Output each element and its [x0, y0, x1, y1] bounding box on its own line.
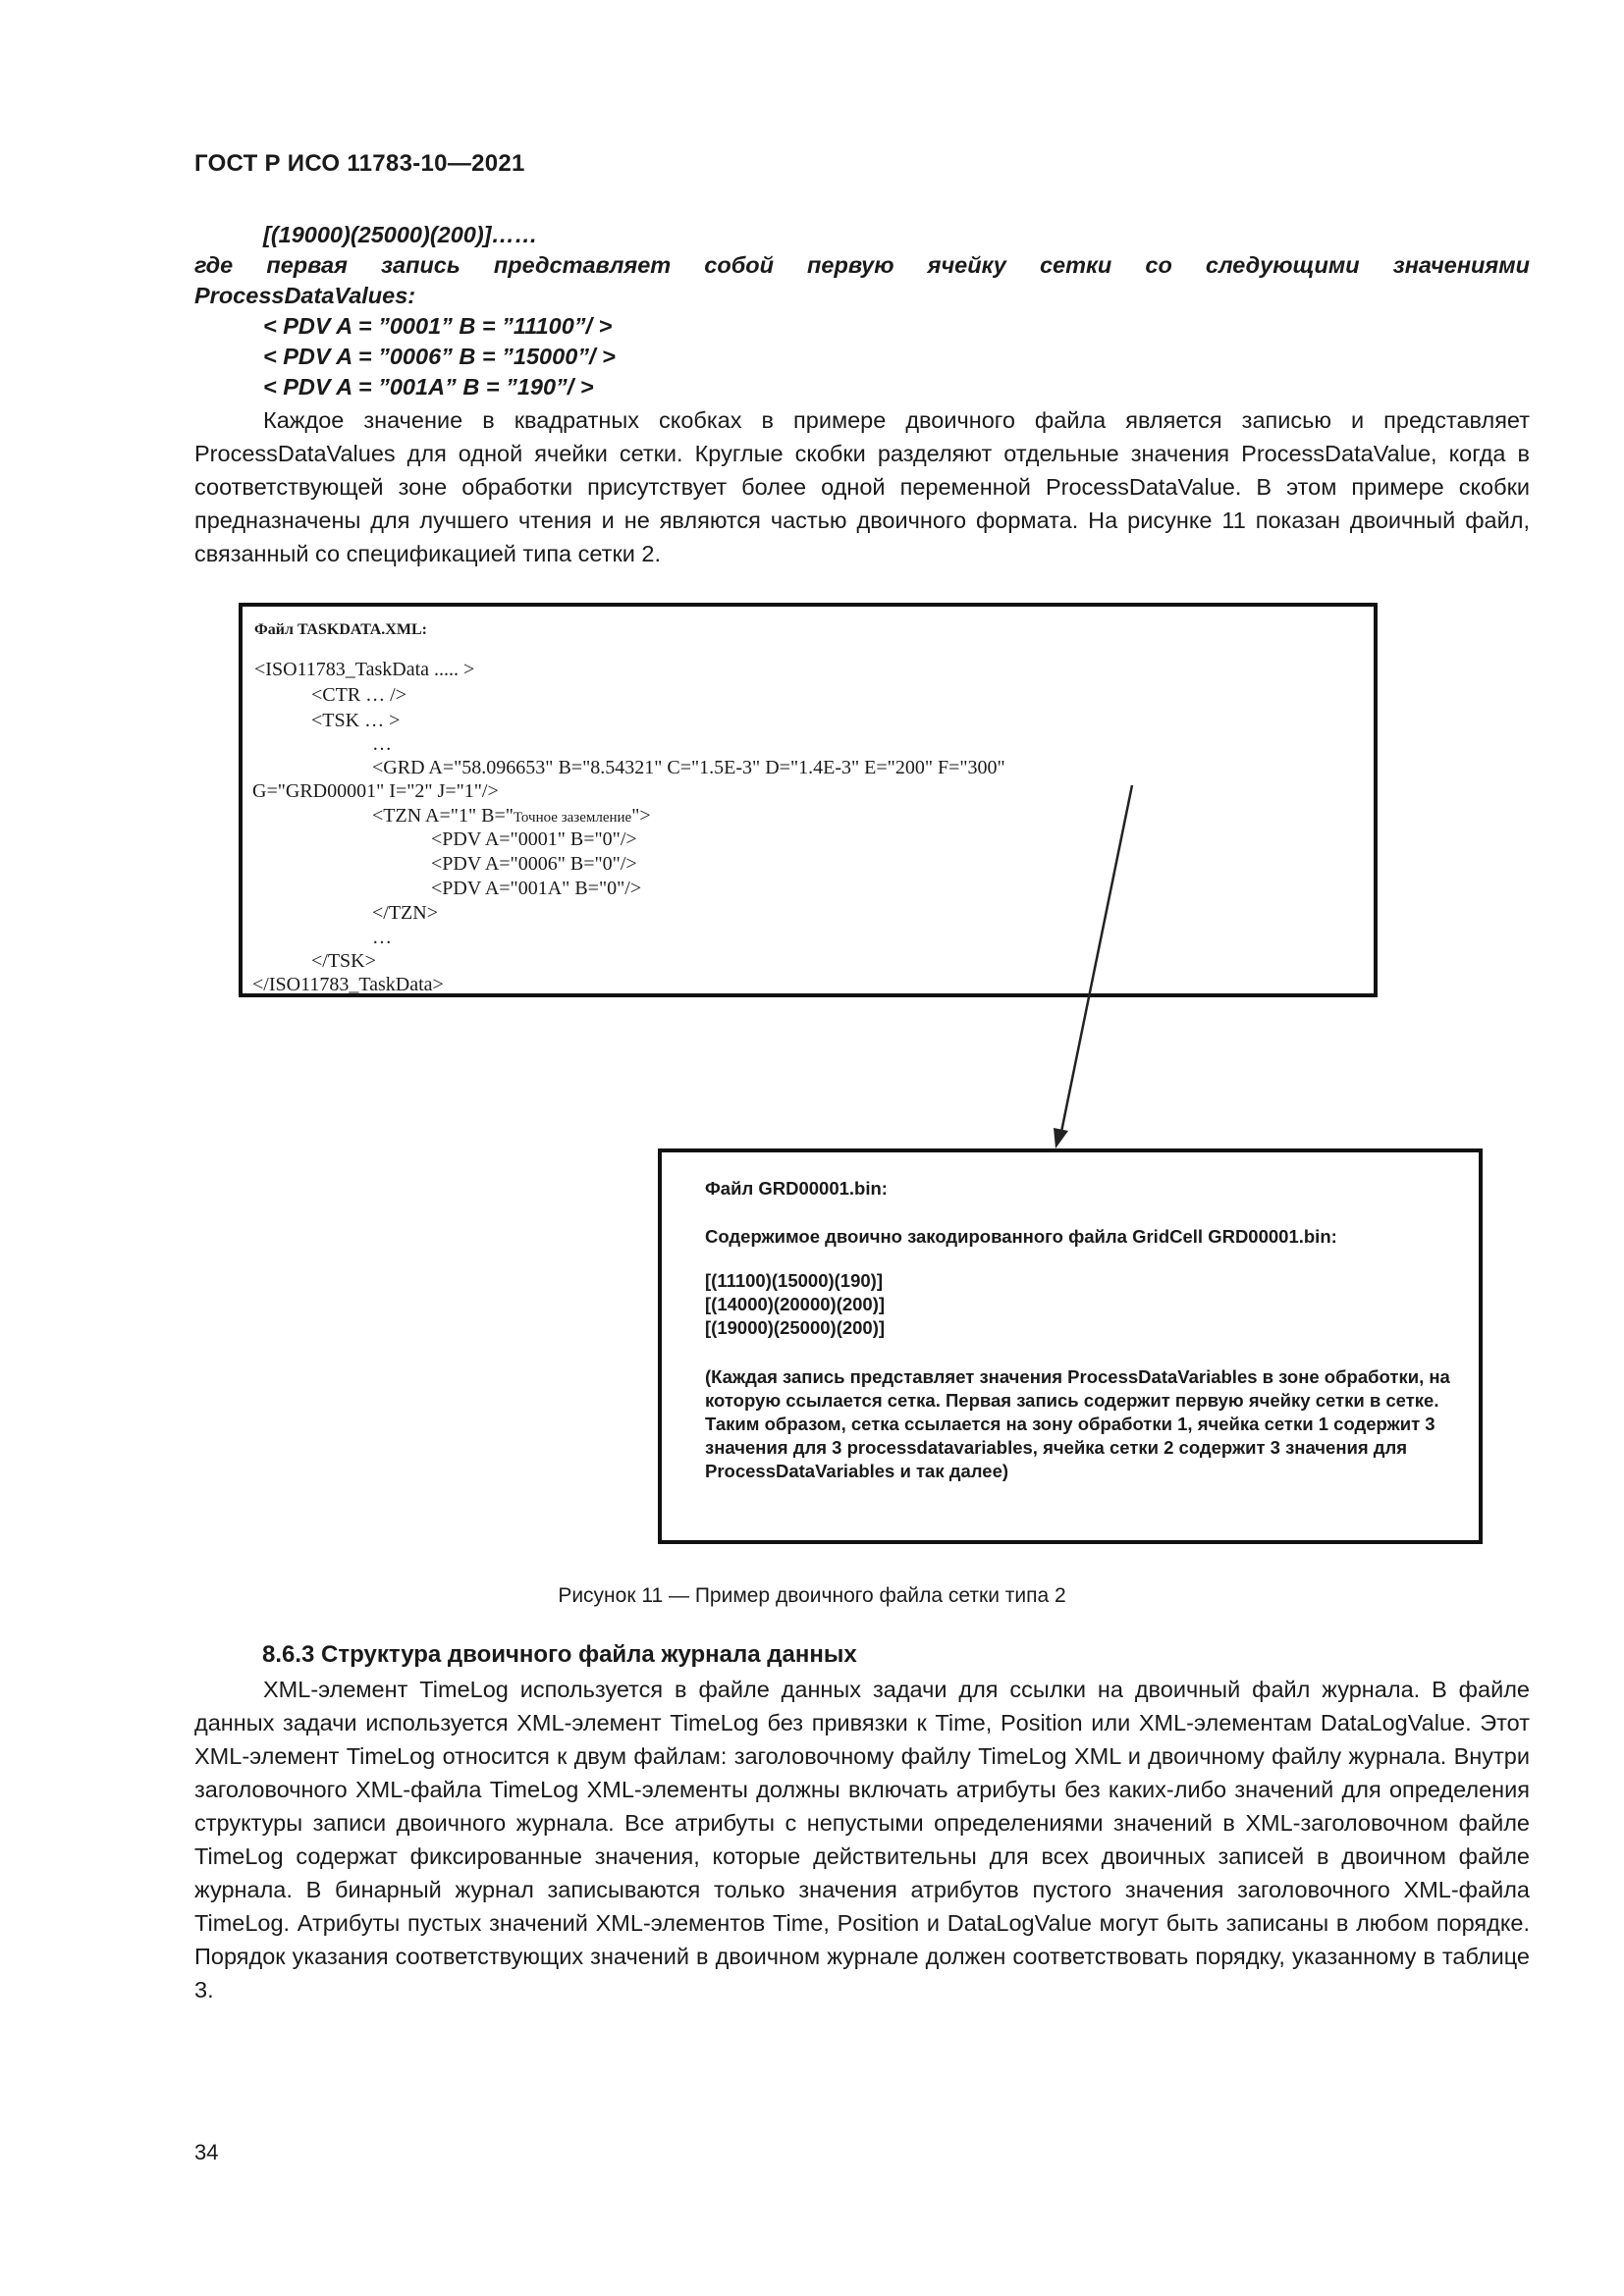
xml-line: …	[372, 927, 392, 948]
figure-caption: Рисунок 11 — Пример двоичного файла сетки типа 2	[558, 1584, 1066, 1607]
grd-bin-box	[658, 1148, 1483, 1544]
xml-tzn-name: Точное заземление	[513, 810, 632, 826]
xml-line: <PDV A="001A" B="0"/>	[431, 878, 642, 899]
xml-line: </TZN>	[372, 902, 438, 924]
xml-line: <TSK … >	[311, 710, 401, 731]
xml-tzn-close: ">	[631, 805, 651, 827]
paragraph-1: Каждое значение в квадратных скобках в примере двоичного файла является записью и представляет ProcessDataValues для одной ячейки сетки. Круглые скобки разделяют отдельные значения ProcessDataValue, когда в соответствующей зоне обработки присутствует более одной переменной ProcessDataValue. В этом примере скобки предназначены для лучшего чтения и не являются частью двоичного формата. На рисунке 11 показан двоичный файл, связанный со спецификацией типа сетки 2.	[194, 407, 1530, 566]
example-record: [(19000)(25000)(200)]……	[263, 222, 538, 247]
xml-line: <GRD A="58.096653" B="8.54321" C="1.5E-3" D="1.4E-3" E="200" F="300"	[372, 757, 1005, 778]
section-paragraph: XML-элемент TimeLog используется в файле данных задачи для ссылки на двоичный файл журнала. В файле данных задачи используется XML-элемент TimeLog без привязки к Time, Position или XML-элементам DataLogValue. Этот XML-элемент TimeLog относится к двум файлам: заголовочному файлу TimeLog XML и двоичному файлу журнала. Внутри заголовочного XML-файла TimeLog XML-элементы должны включать атрибуты без каких-либо значений для определения структуры записи двоичного журнала. Все атрибуты с непустыми определениями значений в XML-заголовочном файле TimeLog содержат фиксированные значения, которые действительны для всех двоичных записей в двоичном файле журнала. В бинарный журнал записываются только значения атрибутов пустого значения заголовочного XML-файла TimeLog. Атрибуты пустых значений XML-элементов Time, Position и DataLogValue могут быть записаны в любом порядке. Порядок указания соответствующих значений в двоичном журнале должен соответствовать порядку, указанному в таблице 3.	[194, 1677, 1530, 2002]
xml-tzn-open: <TZN A="1" B="	[372, 805, 514, 827]
arrow-line	[1061, 785, 1132, 1132]
xml-line: G="GRD00001" I="2" J="1"/>	[252, 780, 499, 802]
pdv-line: < PDV A = ”0006” B = ”15000”/ >	[263, 344, 616, 369]
bin-record: [(14000)(20000)(200)]	[705, 1294, 886, 1314]
xml-line: <ISO11783_TaskData ..... >	[254, 659, 475, 680]
xml-line: …	[372, 733, 392, 755]
bin-box-title: Файл GRD00001.bin:	[705, 1178, 888, 1199]
page-number: 34	[194, 2140, 219, 2164]
arrow-head	[1054, 1128, 1068, 1148]
bin-box-note: (Каждая запись представляет значения ProcessDataVariables в зоне обработки, на которую ссылается сетка. Первая запись содержит первую ячейку сетки в сетке. Таким образом, сетка ссылается на зону обработки 1, ячейка сетки 1 содержит 3 значения для 3 processdatavariables, ячейка сетки 2 содержит 3 значения для ProcessDataVariables и так далее)	[705, 1366, 1450, 1481]
section-title: 8.6.3 Структура двоичного файла журнала данных	[262, 1641, 857, 1668]
document-header: ГОСТ Р ИСО 11783-10—2021	[194, 150, 525, 177]
xml-line: </ISO11783_TaskData>	[252, 974, 444, 995]
xml-line: <PDV A="0006" B="0"/>	[431, 853, 637, 875]
xml-line: <CTR … />	[311, 684, 407, 706]
xml-line: <PDV A="0001" B="0"/>	[431, 828, 637, 850]
xml-line: </TSK>	[311, 950, 376, 972]
section-paragraph-wrap	[194, 1673, 1530, 2006]
where-text-continued: ProcessDataValues:	[194, 283, 416, 308]
bin-record: [(11100)(15000)(190)]	[705, 1270, 883, 1291]
xml-box-title: Файл TASKDATA.XML:	[254, 621, 427, 638]
bin-record: [(19000)(25000)(200)]	[705, 1317, 886, 1338]
bin-box-subtitle: Содержимое двоично закодированного файла GridCell GRD00001.bin:	[705, 1226, 1337, 1247]
pdv-line: < PDV A = ”0001” B = ”11100”/ >	[263, 313, 613, 339]
where-text: где первая запись представляет собой первую ячейку сетки со следующими значениями	[194, 252, 1530, 278]
pdv-line: < PDV A = ”001A” B = ”190”/ >	[263, 374, 594, 400]
